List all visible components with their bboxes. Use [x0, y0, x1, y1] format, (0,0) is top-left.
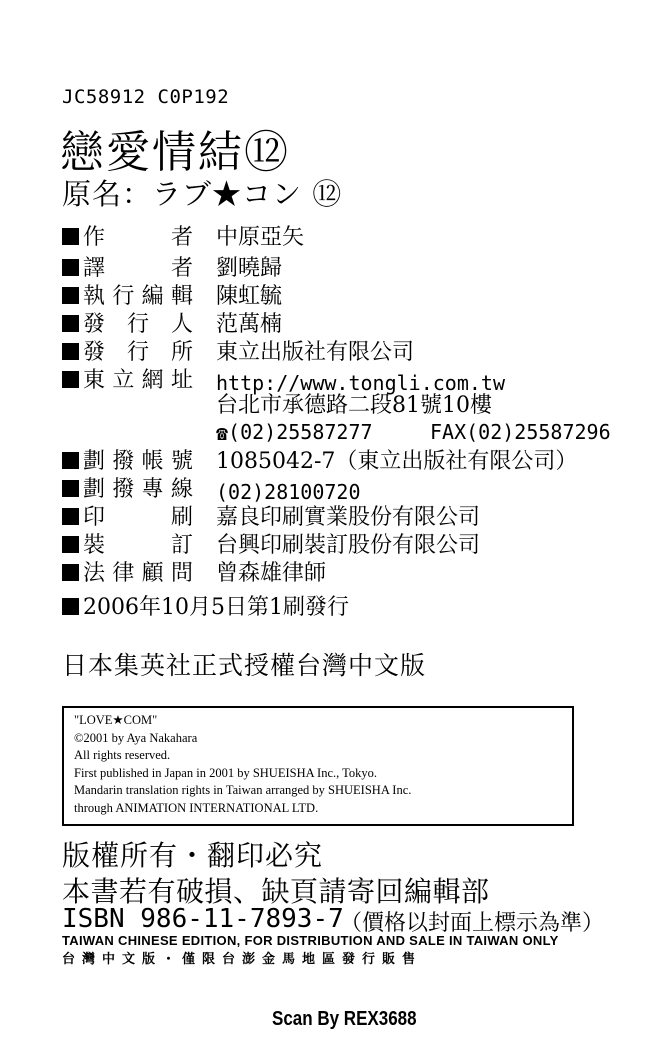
credit-label-row [62, 224, 193, 252]
bullet-square [62, 536, 79, 553]
print-date-row [62, 590, 349, 621]
credit-label: 東立網址 [83, 368, 193, 393]
credit-label-row [62, 255, 193, 283]
print-date: 2006年10月5日第1刷發行 [83, 595, 349, 620]
bullet-square [62, 564, 79, 581]
copyright-line: All rights reserved. [74, 748, 171, 762]
distribution-notice-zh: 台灣中文版・僅限台澎金馬地區發行販售 [62, 951, 423, 966]
credit-value: 劉曉歸 [216, 256, 283, 281]
credit-label: 發行所 [83, 340, 193, 365]
credit-label-row [62, 560, 193, 588]
credit-label: 發行人 [83, 312, 193, 337]
telephone-icon: ☎ [216, 421, 229, 445]
bullet-square [62, 343, 79, 360]
distribution-notice-en: TAIWAN CHINESE EDITION, FOR DISTRIBUTION AND SALE IN TAIWAN ONLY [62, 933, 559, 948]
bullet-square [62, 315, 79, 332]
damage-notice: 本書若有破損、缺頁請寄回編輯部 [62, 875, 490, 908]
credit-value: 范萬楠 [216, 312, 283, 337]
credit-label: 法律顧問 [83, 561, 193, 586]
phone-line [216, 420, 373, 445]
credit-label: 裝訂 [83, 533, 193, 558]
credit-value: 台興印刷裝訂股份有限公司 [216, 533, 481, 558]
bullet-square [62, 371, 79, 388]
catalog-code: JC58912 C0P192 [62, 86, 230, 108]
credit-value: 中原亞矢 [216, 225, 305, 250]
bullet-square [62, 287, 79, 304]
bullet-square [62, 480, 79, 497]
credit-label: 作者 [83, 225, 193, 250]
scan-credit: Scan By REX3688 [272, 1008, 417, 1030]
credit-label: 譯者 [83, 256, 193, 281]
credit-label-row [62, 367, 193, 395]
credit-label-row [62, 339, 193, 367]
credit-label-row [62, 448, 193, 476]
bullet-square [62, 259, 79, 276]
credit-label: 印刷 [83, 505, 193, 530]
authorization-statement: 日本集英社正式授權台灣中文版 [62, 651, 427, 680]
copyright-line: First published in Japan in 2001 by SHUEISHA Inc., Tokyo. [74, 765, 378, 780]
phone-number: (02)25587277 [228, 420, 373, 444]
publisher-address: 台北市承德路二段81號10樓 [216, 393, 492, 418]
credit-value: (02)28100720 [216, 480, 361, 504]
isbn: ISBN 986-11-7893-7 [62, 904, 344, 934]
credit-value: 曾森雄律師 [216, 561, 327, 586]
original-title: 原名：ラブ★コン ⑫ [62, 177, 343, 211]
book-title: 戀愛情結⑫ [60, 127, 290, 178]
price-note: （價格以封面上標示為準） [340, 911, 605, 936]
credit-value: 1085042-7（東立出版社有限公司） [216, 449, 578, 474]
bullet-square [62, 452, 79, 469]
copyright-box [62, 706, 574, 826]
credit-label-row [62, 504, 193, 532]
copyright-line: through ANIMATION INTERNATIONAL LTD. [74, 800, 319, 815]
copyright-line: Mandarin translation rights in Taiwan arranged by SHUEISHA Inc. [74, 783, 412, 797]
copyright-line: ©2001 by Aya Nakahara [74, 730, 198, 745]
credit-label-row [62, 476, 193, 504]
credit-value: 嘉良印刷實業股份有限公司 [216, 505, 481, 530]
credit-label-row [62, 532, 193, 560]
credit-label: 劃撥帳號 [83, 449, 193, 474]
credit-label: 執行編輯 [83, 284, 193, 309]
bullet-square [62, 228, 79, 245]
bullet-square [62, 508, 79, 525]
credit-label-row [62, 311, 193, 339]
fax-number: FAX(02)25587296 [430, 420, 611, 444]
credit-value: 陳虹毓 [216, 284, 283, 309]
credit-value: http://www.tongli.com.tw [216, 371, 505, 395]
rights-reserved: 版權所有・翻印必究 [62, 839, 324, 872]
credit-label-row [62, 283, 193, 311]
credit-label: 劃撥專線 [83, 477, 193, 502]
credit-value: 東立出版社有限公司 [216, 340, 415, 365]
copyright-line: "LOVE★COM" [74, 713, 158, 727]
bullet-square [62, 598, 79, 615]
